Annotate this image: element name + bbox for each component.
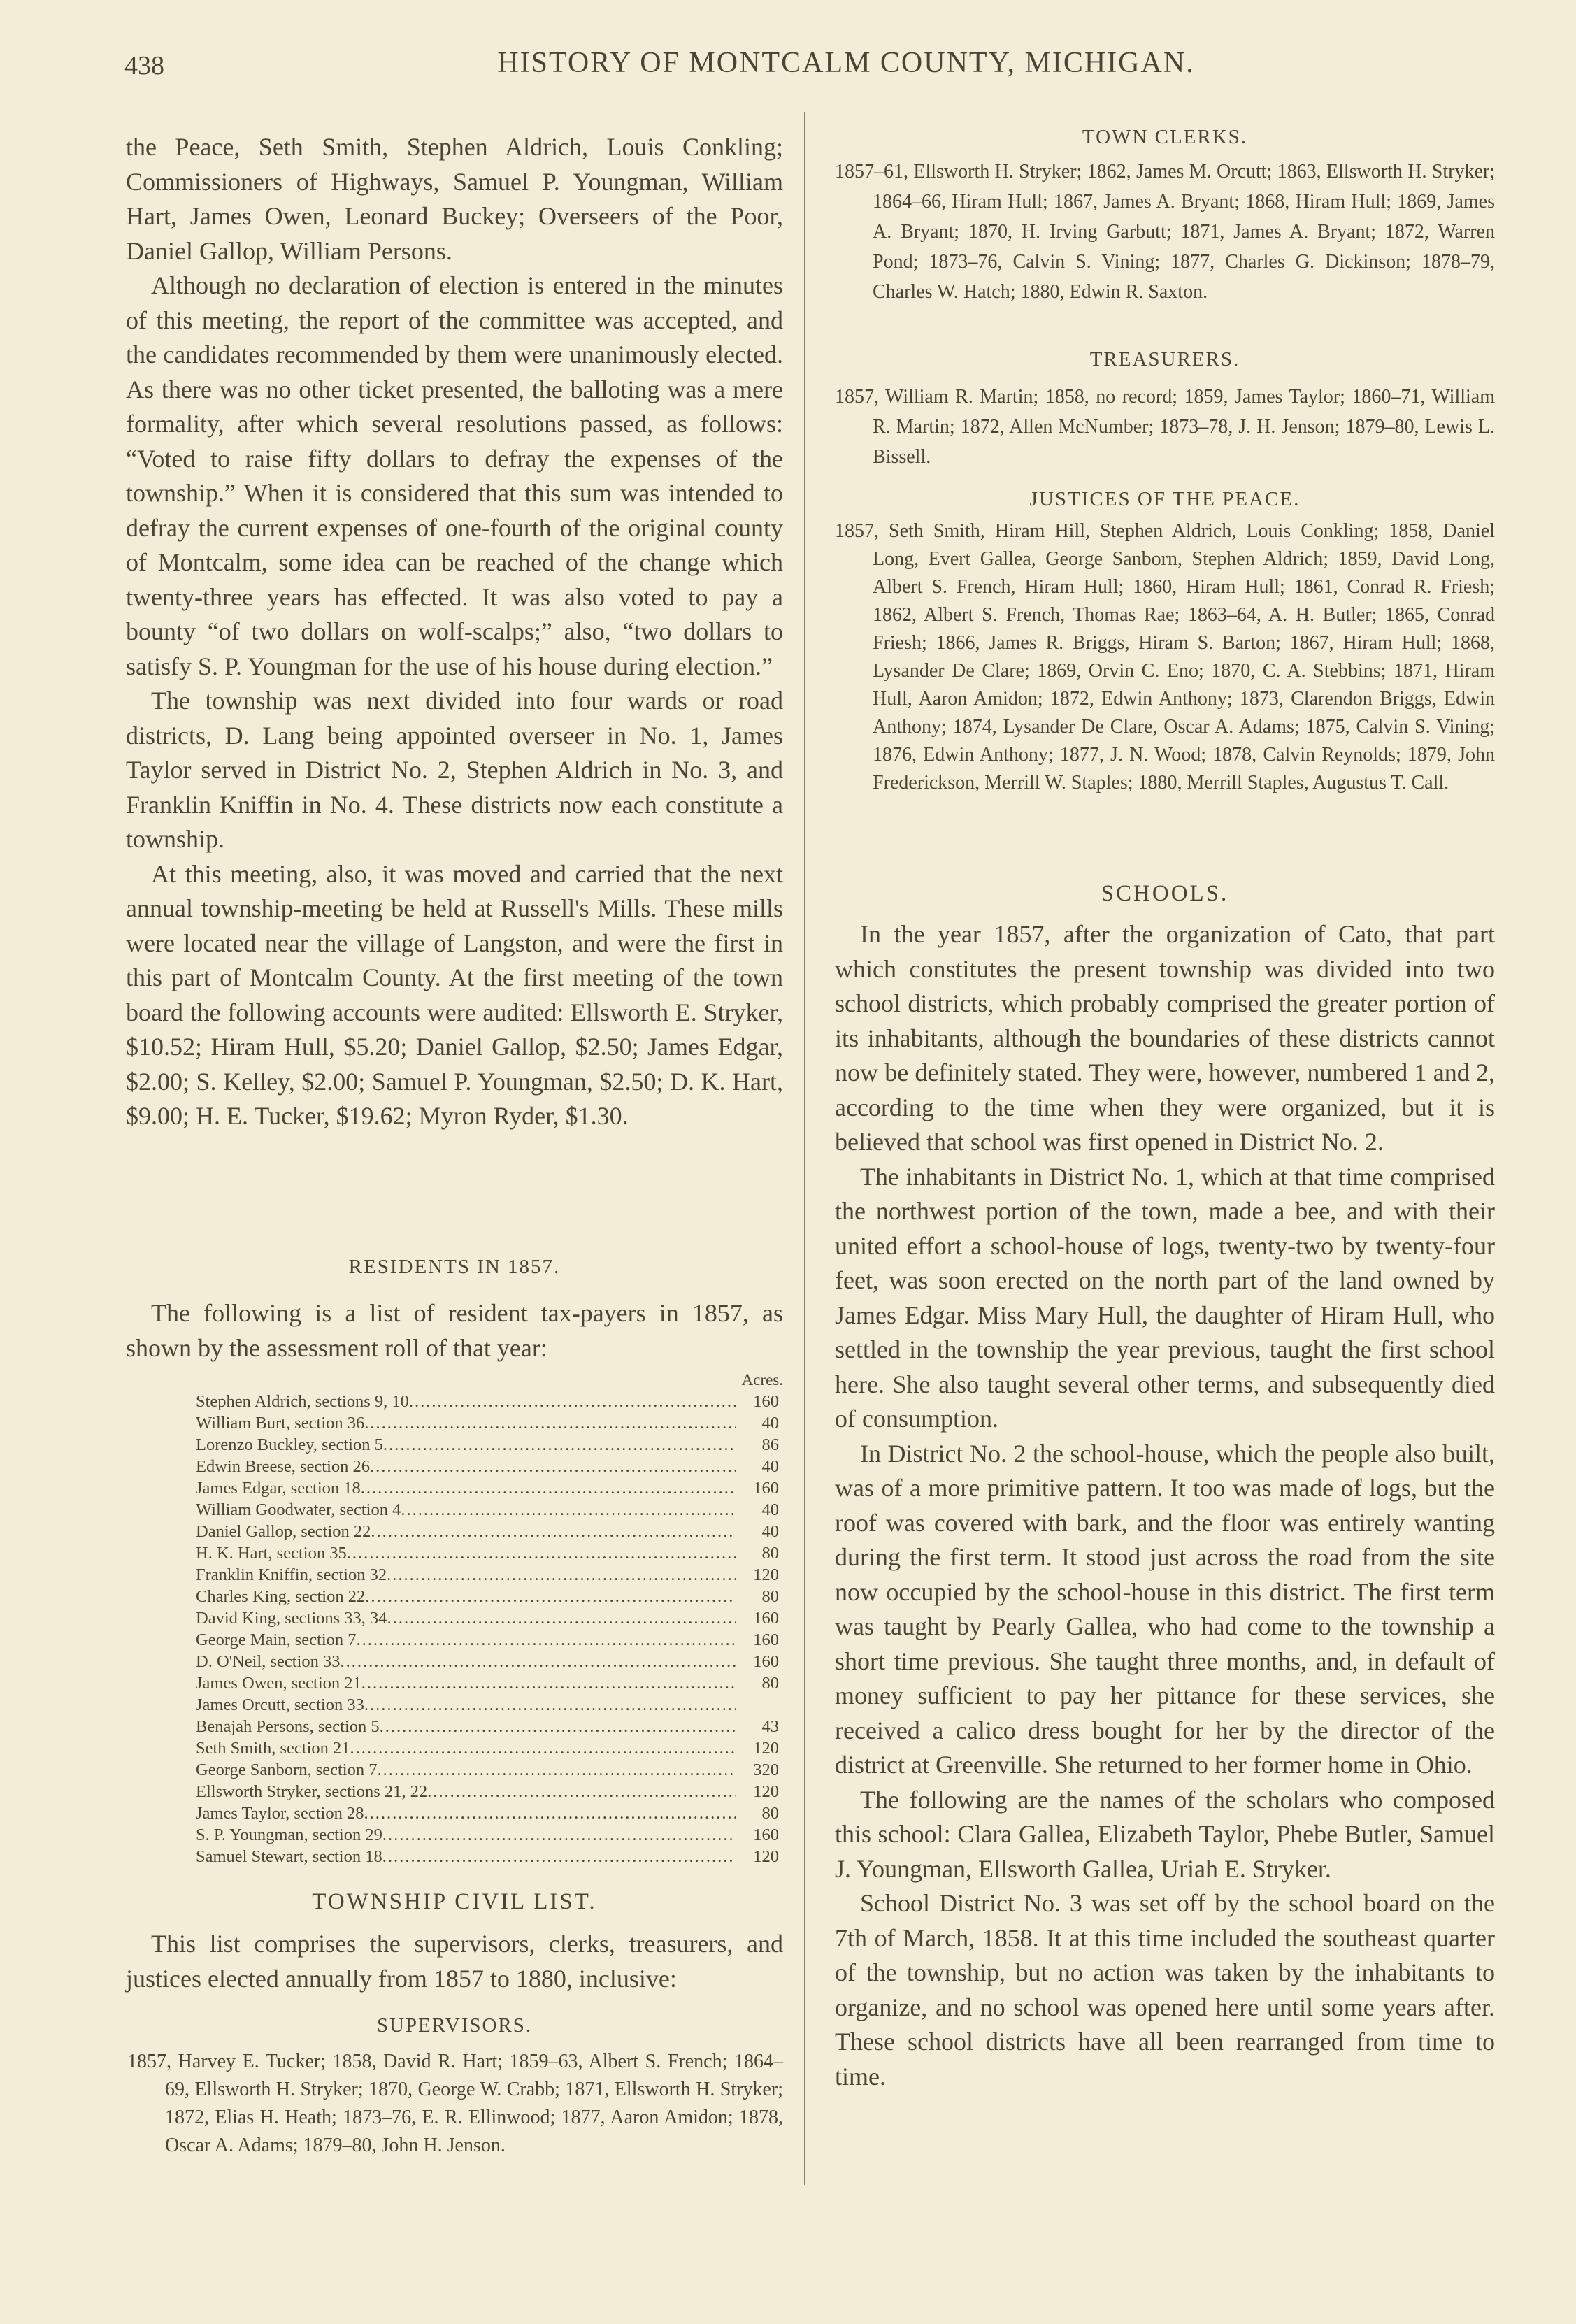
- resident-acres: 40: [761, 1457, 779, 1476]
- resident-name: William Burt, section 36: [196, 1414, 365, 1433]
- resident-name: Ellsworth Stryker, sections 21, 22: [196, 1782, 428, 1801]
- left-body-text: [126, 130, 783, 1134]
- resident-acres: [736, 1694, 779, 1716]
- town-clerks-list: 1857–61, Ellsworth H. Stryker; 1862, James M. Orcutt; 1863, Ellsworth H. Stryker; 1864–66, Hiram Hull; 1867, James A. Bryant; 1868, Hiram Hull; 1869, James A. Bryant; 1870, H. Irving Garbutt; 1871, James A. Bryant; 1872, Warren Pond; 1873–76, Calvin S. Vining; 1877, Charles G. Dickinson; 1878–79, Charles W. Hatch; 1880, Edwin R. Saxton.: [835, 161, 1495, 303]
- resident-acres: 40: [761, 1522, 779, 1541]
- dot-leader: [401, 1499, 736, 1521]
- resident-acres: 160: [753, 1826, 779, 1844]
- resident-acres: 160: [753, 1630, 779, 1649]
- dot-leader: [357, 1629, 736, 1651]
- resident-acres: 80: [761, 1544, 779, 1563]
- column-divider: [804, 112, 805, 2185]
- resident-acres: 160: [753, 1479, 779, 1498]
- schools-heading: SCHOOLS.: [1101, 881, 1229, 906]
- treasurers-list: 1857, William R. Martin; 1858, no record; 1859, James Taylor; 1860–71, William R. Martin; 1872, Allen McNumber; 1873–78, J. H. Jenson; 1879–80, Lewis L. Bissell.: [835, 386, 1495, 468]
- resident-row: [126, 1737, 783, 1759]
- resident-name: James Edgar, section 18: [196, 1479, 361, 1498]
- resident-acres: 86: [761, 1435, 779, 1454]
- residents-intro: The following is a list of resident tax-payers in 1857, as shown by the assessment roll of that year:: [126, 1299, 783, 1362]
- resident-name: James Owen, section 21: [196, 1674, 361, 1693]
- resident-row: [126, 1846, 783, 1867]
- dot-leader: [382, 1824, 736, 1846]
- resident-row: [126, 1456, 783, 1477]
- resident-name: James Taylor, section 28: [196, 1804, 364, 1823]
- resident-row: [126, 1477, 783, 1499]
- resident-row: [126, 1802, 783, 1824]
- resident-name: Lorenzo Buckley, section 5: [196, 1435, 383, 1454]
- justices-list: 1857, Seth Smith, Hiram Hill, Stephen Aldrich, Louis Conkling; 1858, Daniel Long, Evert Gallea, George Sanborn, Stephen Aldrich; 1859, David Long, Albert S. French, Hiram Hull; 1860, Hiram Hull; 1861, Conrad R. Friesh; 1862, Albert S. French, Thomas Rae; 1863–64, A. H. Butler; 1865, Conrad Friesh; 1866, James R. Briggs, Hiram S. Barton; 1867, Hiram Hull; 1868, Lysander De Clare; 1869, Orvin C. Eno; 1870, C. A. Stebbins; 1871, Hiram Hull, Aaron Amidon; 1872, Edwin Anthony; 1873, Clarendon Briggs, Edwin Anthony; 1874, Lysander De Clare, Oscar A. Adams; 1875, Calvin S. Vining; 1876, Edwin Anthony; 1877, J. N. Wood; 1878, Calvin Reynolds; 1879, John Frederickson, Merrill W. Staples; 1880, Merrill Staples, Augustus T. Call.: [835, 520, 1495, 794]
- resident-row: [126, 1412, 783, 1434]
- resident-acres: 160: [753, 1652, 779, 1671]
- resident-acres: 120: [753, 1565, 779, 1584]
- dot-leader: [350, 1737, 736, 1759]
- paragraph: The inhabitants in District No. 1, which at that time comprised the northwest portion of the town, made a bee, and with their united effort a school-house of logs, twenty-two by twenty-four feet, was soon erected on the north part of the land owned by James Edgar. Miss Mary Hull, the daughter of Hiram Hull, who settled in the township the year previous, taught the first school here. She also taught several other terms, and subsequently died of consumption.: [835, 1162, 1495, 1433]
- dot-leader: [387, 1564, 736, 1586]
- supervisors-list: 1857, Harvey E. Tucker; 1858, David R. Hart; 1859–63, Albert S. French; 1864–69, Ellsworth H. Stryker; 1870, George W. Crabb; 1871, Ellsworth H. Stryker; 1872, Elias H. Heath; 1873–76, E. R. Ellinwood; 1877, Aaron Amidon; 1878, Oscar A. Adams; 1879–80, John H. Jenson.: [127, 2051, 783, 2156]
- dot-leader: [382, 1846, 736, 1867]
- resident-row: [126, 1672, 783, 1694]
- resident-name: Charles King, section 22: [196, 1587, 366, 1606]
- justices-heading: JUSTICES OF THE PEACE.: [1029, 488, 1301, 510]
- dot-leader: [387, 1607, 736, 1629]
- resident-row: [126, 1716, 783, 1737]
- treasurers-section: [835, 345, 1495, 472]
- resident-acres: 80: [761, 1674, 779, 1693]
- residents-heading: RESIDENTS IN 1857.: [348, 1256, 561, 1278]
- resident-name: David King, sections 33, 34: [196, 1609, 387, 1628]
- acres-column-label: Acres.: [741, 1371, 783, 1389]
- resident-acres: 120: [753, 1847, 779, 1866]
- resident-name: Stephen Aldrich, sections 9, 10: [196, 1392, 409, 1411]
- paragraph: School District No. 3 was set off by the school board on the 7th of March, 1858. It at this time included the southeast quarter of the township, but no action was taken by the inhabitants to organize, and no school was opened here until some years after. These school districts have all been rearranged from time to time.: [835, 1889, 1495, 2090]
- resident-name: S. P. Youngman, section 29: [196, 1826, 382, 1844]
- resident-name: Daniel Gallop, section 22: [196, 1522, 371, 1541]
- resident-name: James Orcutt, section 33: [196, 1695, 364, 1714]
- resident-acres: 320: [753, 1760, 779, 1779]
- justices-section: [835, 485, 1495, 797]
- residents-section: [126, 1253, 783, 1867]
- dot-leader: [370, 1456, 736, 1477]
- resident-acres: 160: [753, 1609, 779, 1628]
- schools-section: [835, 880, 1495, 2094]
- town-clerks-heading: TOWN CLERKS.: [1082, 126, 1248, 148]
- dot-leader: [377, 1759, 736, 1781]
- dot-leader: [371, 1521, 736, 1542]
- dot-leader: [364, 1412, 736, 1434]
- dot-leader: [347, 1542, 736, 1564]
- resident-name: Edwin Breese, section 26: [196, 1457, 371, 1476]
- resident-row: [126, 1694, 783, 1716]
- paragraph: Although no declaration of election is entered in the minutes of this meeting, the report of the committee was accepted, and the candidates recommended by them were unanimously elected. As there was no other ticket presented, the balloting was a mere formality, after which several resolutions passed, as follows: “Voted to raise fifty dollars to defray the expenses of the township.” When it is considered that this sum was intended to defray the current expenses of one-fourth of the original county of Montcalm, some idea can be reached of the change which twenty-three years has effected. It was also voted to pay a bounty “of two dollars on wolf-scalps;” also, “two dollars to satisfy S. P. Youngman for the use of his house during election.”: [126, 271, 783, 680]
- dot-leader: [341, 1651, 736, 1672]
- resident-row: [126, 1759, 783, 1781]
- dot-leader: [361, 1672, 736, 1694]
- resident-row: [126, 1564, 783, 1586]
- dot-leader: [364, 1802, 736, 1824]
- civil-list-heading: TOWNSHIP CIVIL LIST.: [312, 1889, 597, 1914]
- paragraph: At this meeting, also, it was moved and carried that the next annual township-meeting be held at Russell's Mills. These mills were located near the village of Langston, and were the first in this part of Montcalm County. At the first meeting of the town board the following accounts were audited: Ellsworth E. Stryker, $10.52; Hiram Hull, $5.20; Daniel Gallop, $2.50; James Edgar, $2.00; S. Kelley, $2.00; Samuel P. Youngman, $2.50; D. K. Hart, $9.00; H. E. Tucker, $19.62; Myron Ryder, $1.30.: [126, 859, 783, 1130]
- resident-acres: 40: [761, 1500, 779, 1519]
- resident-row: [126, 1391, 783, 1412]
- dot-leader: [365, 1586, 736, 1607]
- resident-name: D. O'Neil, section 33: [196, 1652, 341, 1671]
- resident-acres: 160: [753, 1392, 779, 1411]
- paragraph: The following are the names of the scholars who composed this school: Clara Gallea, Elizabeth Taylor, Phebe Butler, Samuel J. Youngman, Ellsworth Gallea, Uriah E. Stryker.: [835, 1785, 1495, 1883]
- resident-row: [126, 1629, 783, 1651]
- dot-leader: [380, 1716, 736, 1737]
- treasurers-heading: TREASURERS.: [1089, 348, 1240, 371]
- resident-acres: 43: [761, 1717, 779, 1736]
- dot-leader: [427, 1781, 736, 1802]
- resident-name: George Main, section 7: [196, 1630, 357, 1649]
- dot-leader: [364, 1694, 736, 1716]
- resident-row: [126, 1824, 783, 1846]
- resident-acres: 80: [761, 1804, 779, 1823]
- resident-name: Franklin Kniffin, section 32: [196, 1565, 387, 1584]
- resident-acres: 120: [753, 1782, 779, 1801]
- paragraph: In the year 1857, after the organization of Cato, that part which constitutes the present township was divided into two school districts, which probably comprised the greater portion of its inhabitants, although the boundaries of these districts cannot now be definitely stated. They were, however, numbered 1 and 2, according to the time when they were organized, but it is believed that school was first opened in District No. 2.: [835, 920, 1495, 1156]
- resident-row: [126, 1586, 783, 1607]
- resident-row: [126, 1521, 783, 1542]
- resident-name: William Goodwater, section 4: [196, 1500, 401, 1519]
- resident-row: [126, 1651, 783, 1672]
- resident-acres: 40: [761, 1414, 779, 1433]
- dot-leader: [383, 1434, 736, 1456]
- resident-row: [126, 1781, 783, 1802]
- page-number: 438: [124, 51, 164, 80]
- dot-leader: [361, 1477, 736, 1499]
- paragraph: the Peace, Seth Smith, Stephen Aldrich, Louis Conkling; Commissioners of Highways, Samuel P. Youngman, William Hart, James Owen, Leonard Buckey; Overseers of the Poor, Daniel Gallop, William Persons.: [126, 133, 783, 265]
- resident-name: George Sanborn, section 7: [196, 1760, 378, 1779]
- resident-row: [126, 1499, 783, 1521]
- dot-leader: [409, 1391, 736, 1412]
- supervisors-heading: SUPERVISORS.: [376, 2014, 533, 2037]
- running-title: HISTORY OF MONTCALM COUNTY, MICHIGAN.: [497, 47, 1195, 79]
- civil-list-section: [126, 1888, 783, 2160]
- resident-acres: 80: [761, 1587, 779, 1606]
- resident-name: H. K. Hart, section 35: [196, 1544, 347, 1563]
- resident-row: [126, 1542, 783, 1564]
- resident-row: [126, 1607, 783, 1629]
- resident-name: Benajah Persons, section 5: [196, 1717, 380, 1736]
- civil-list-intro: This list comprises the supervisors, clerks, treasurers, and justices elected annually from 1857 to 1880, inclusive:: [126, 1930, 783, 1993]
- paragraph: The township was next divided into four wards or road districts, D. Lang being appointed overseer in No. 1, James Taylor served in District No. 2, Stephen Aldrich in No. 3, and Franklin Kniffin in No. 4. These districts now each constitute a township.: [126, 687, 783, 853]
- residents-list: [126, 1391, 783, 1867]
- resident-name: Samuel Stewart, section 18: [196, 1847, 382, 1866]
- paragraph: In District No. 2 the school-house, which the people also built, was of a more primitive pattern. It too was made of logs, but the roof was covered with bark, and the floor was entirely wanting during the first term. It stood just across the road from the site now occupied by the school-house in this district. The first term was taught by Pearly Gallea, who had come to the township a short time previous. She taught three months, and, in default of money sufficient to pay her pittance for these services, she received a calico dress bought for her by the director of the district at Greenville. She returned to her former home in Ohio.: [835, 1439, 1495, 1779]
- resident-acres: 120: [753, 1739, 779, 1758]
- resident-row: [126, 1434, 783, 1456]
- resident-name: Seth Smith, section 21: [196, 1739, 350, 1758]
- town-clerks-section: [835, 123, 1495, 307]
